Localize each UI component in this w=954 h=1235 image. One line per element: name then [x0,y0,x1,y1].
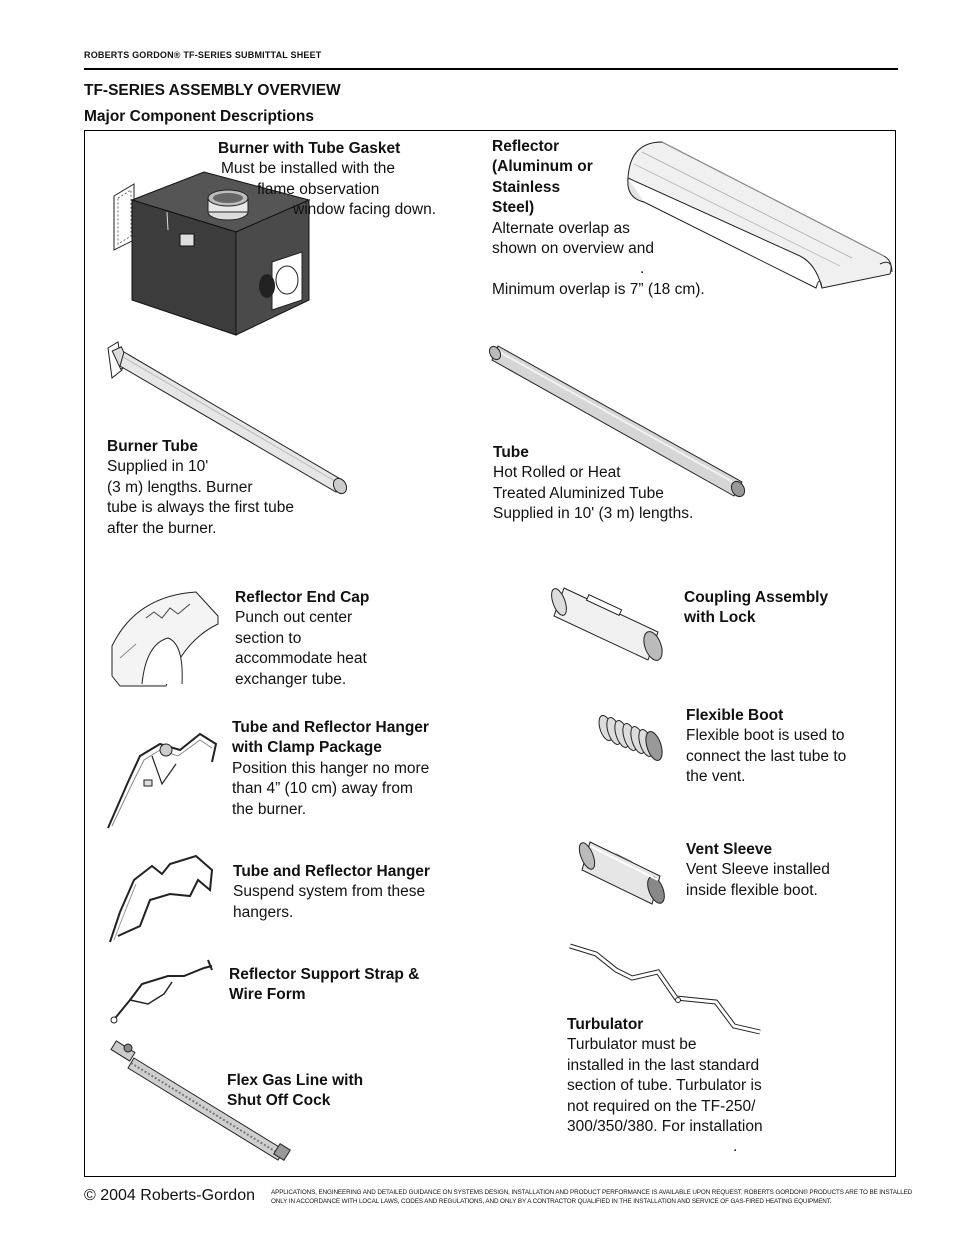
flexible-boot-line: Flexible boot is used to [686,727,845,745]
flexible-boot-description [686,706,846,788]
hanger-clamp-heading: with Clamp Package [232,739,382,757]
end-cap-line: exchanger tube. [235,670,347,688]
end-cap-line: section to [235,629,302,647]
burner-tube-heading: Burner Tube [107,438,198,455]
hanger-clamp-line: than 4” (10 cm) away from [232,780,413,798]
end-cap-description [235,588,369,690]
turbulator-line: not required on the TF-250/ [567,1097,756,1115]
burner-tube-description [107,437,294,539]
reflector-line: shown on overview and [492,240,654,258]
burner-line: flame observation [257,180,380,198]
reflector-line: . [640,260,645,278]
hanger-clamp-line: the burner. [232,800,307,818]
tube-line: Treated Aluminized Tube [493,484,664,502]
coupling-description [684,588,828,629]
burner-description [218,139,436,221]
reflector-heading: Stainless [492,178,561,196]
turbulator-description [567,1015,763,1158]
footer-fine-print: APPLICATIONS, ENGINEERING AND DETAILED GUIDANCE ON SYSTEMS DESIGN, INSTALLATION AND PRODUCT PERFORMANCE IS AVAILABLE UPON REQUEST. ROBERTS GORDON® PRODUCTS ARE TO BE INSTALLED ONLY IN ACCORDANCE WITH LOCAL LAWS, CODES AND REGULATIONS, AND ONLY BY A CONTRACTOR QUALIFIED IN THE INSTALLATION AND SERVICE OF GAS-FIRED HEATING EQUIPMENT. [271,1189,913,1205]
hanger-heading: Tube and Reflector Hanger [233,863,430,880]
burner-line: Must be installed with the [221,160,396,178]
page-title: TF-SERIES ASSEMBLY OVERVIEW [84,82,341,99]
burner-tube-line: tube is always the first tube [107,499,294,517]
gas-line-description [227,1071,363,1112]
burner-tube-line: Supplied in 10' [107,458,209,476]
tube-heading: Tube [493,444,529,461]
vent-sleeve-line: inside flexible boot. [686,881,818,899]
vent-sleeve-line: Vent Sleeve installed [686,861,830,879]
flexible-boot-line: the vent. [686,768,746,786]
flexible-boot-line: connect the last tube to [686,747,847,765]
reflector-line: Minimum overlap is 7” (18 cm). [492,280,705,298]
support-strap-illustration [108,956,220,1028]
coupling-heading: with Lock [684,609,756,627]
reflector-line: Alternate overlap as [492,219,630,237]
flexible-boot-heading: Flexible Boot [686,707,784,724]
hanger-clamp-description [232,718,429,820]
header-rule [84,68,898,70]
burner-heading: Burner with Tube Gasket [218,140,401,157]
reflector-heading: Reflector [492,138,560,155]
flexible-boot-illustration [596,706,666,766]
hanger-clamp-illustration [104,720,224,832]
vent-sleeve-heading: Vent Sleeve [686,841,773,858]
vent-sleeve-description [686,840,830,901]
footer-copyright: © 2004 Roberts-Gordon [84,1187,255,1204]
coupling-heading: Coupling Assembly [684,589,829,606]
turbulator-line: 300/350/380. For installation [567,1118,763,1136]
hanger-illustration [106,850,218,946]
support-strap-description [229,965,419,1006]
tube-line: Supplied in 10' (3 m) lengths. [493,505,694,523]
burner-tube-line: after the burner. [107,519,217,537]
turbulator-line: . [733,1138,738,1156]
turbulator-line: Turbulator must be [567,1036,697,1054]
gas-line-heading: Shut Off Cock [227,1092,331,1110]
turbulator-heading: Turbulator [567,1016,644,1033]
reflector-heading: (Aluminum or [492,158,593,176]
hanger-line: hangers. [233,903,294,921]
page-subtitle: Major Component Descriptions [84,108,314,125]
hanger-description [233,862,430,923]
vent-sleeve-illustration [580,836,670,908]
tube-line: Hot Rolled or Heat [493,464,621,482]
page-header: ROBERTS GORDON® TF-SERIES SUBMITTAL SHEET [84,50,322,60]
turbulator-line: section of tube. Turbulator is [567,1077,762,1095]
end-cap-heading: Reflector End Cap [235,589,370,606]
reflector-description [492,137,705,300]
turbulator-line: installed in the last standard [567,1056,760,1074]
end-cap-line: accommodate heat [235,650,367,668]
support-strap-heading: Reflector Support Strap & [229,966,420,983]
hanger-clamp-heading: Tube and Reflector Hanger [232,719,429,736]
gas-line-heading: Flex Gas Line with [227,1072,364,1089]
reflector-heading: Steel) [492,199,535,217]
end-cap-line: Punch out center [235,609,353,627]
hanger-clamp-line: Position this hanger no more [232,759,430,777]
tube-description [493,443,693,525]
coupling-illustration [550,580,670,670]
burner-line: window facing down. [293,201,437,219]
support-strap-heading: Wire Form [229,986,306,1004]
hanger-line: Suspend system from these [233,883,426,901]
burner-tube-line: (3 m) lengths. Burner [107,478,253,496]
end-cap-illustration [106,588,222,688]
